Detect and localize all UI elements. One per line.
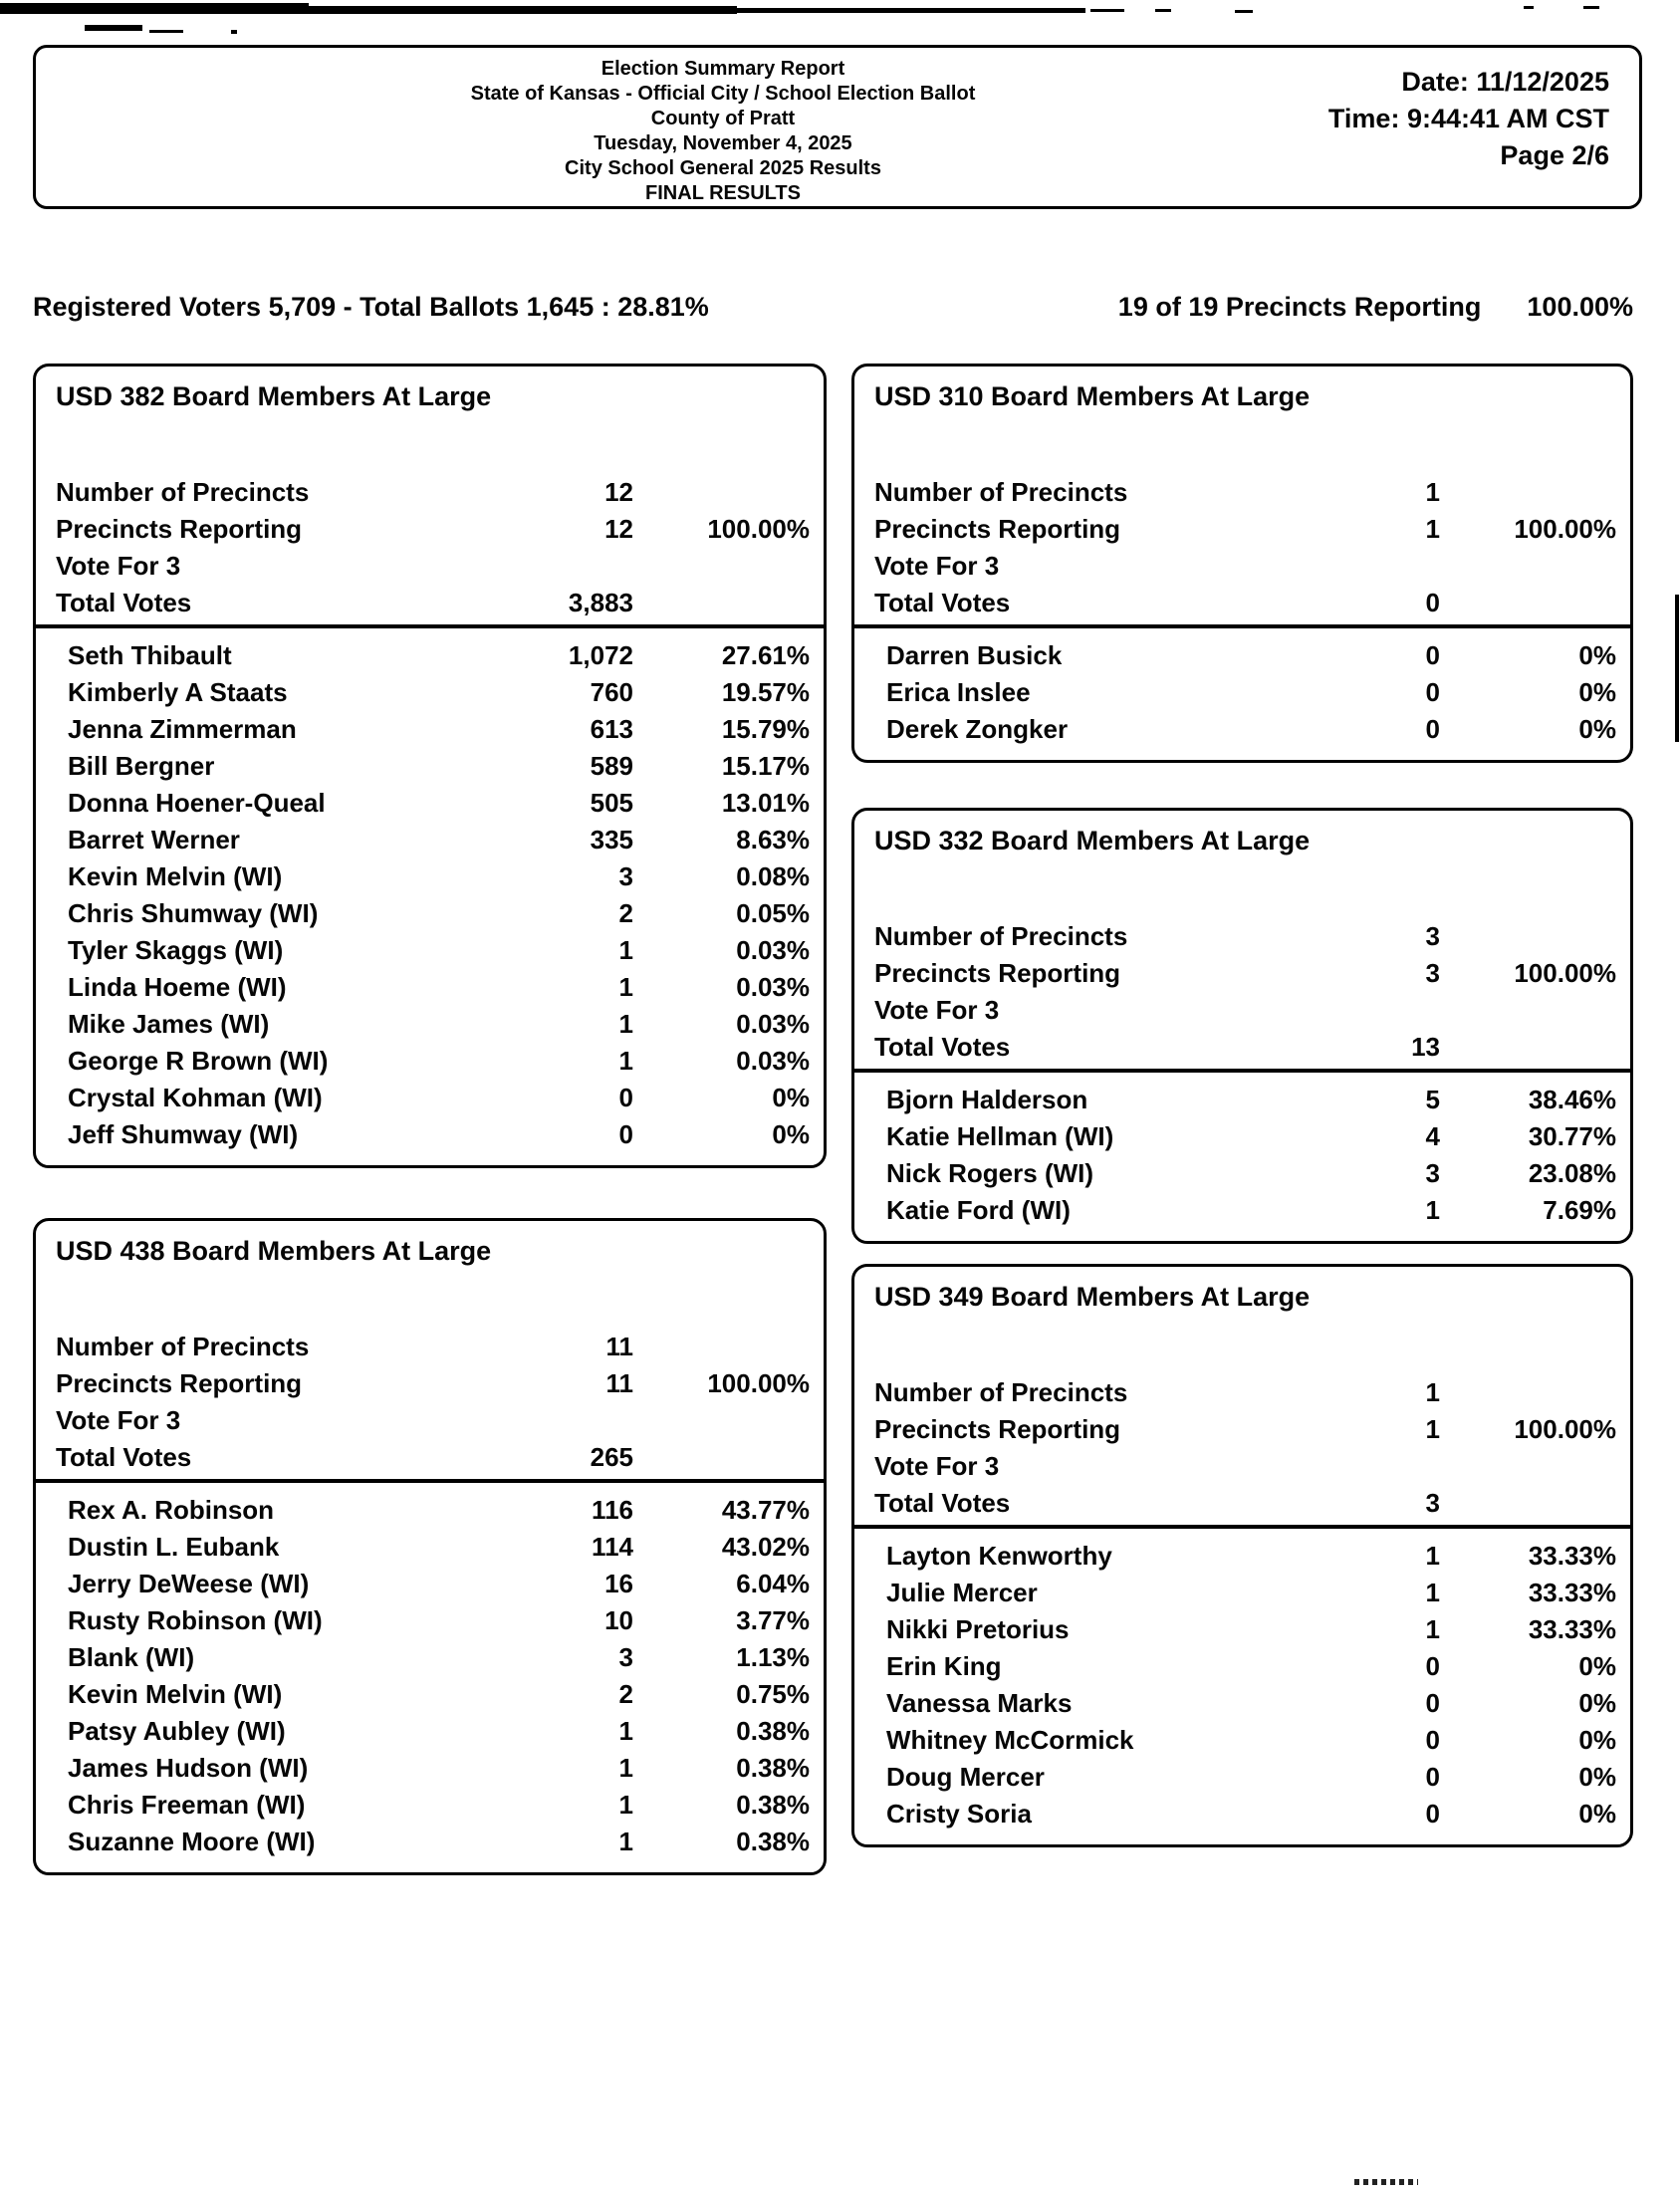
stat-label: Total Votes	[874, 1488, 1011, 1518]
candidate-name: Blank (WI)	[68, 1642, 195, 1672]
candidate-name: Layton Kenworthy	[886, 1541, 1112, 1571]
candidate-percent: 0%	[1578, 677, 1616, 707]
scan-artifact	[1155, 9, 1171, 12]
candidate-row	[874, 1538, 1616, 1575]
candidate-percent: 15.17%	[721, 751, 810, 781]
candidate-row	[874, 1575, 1616, 1611]
candidate-votes: 589	[590, 751, 633, 781]
candidate-row	[56, 932, 810, 969]
candidate-name: James Hudson (WI)	[68, 1753, 309, 1783]
right-column	[851, 364, 1633, 1847]
candidate-votes: 2	[618, 898, 633, 928]
stat-label: Number of Precincts	[874, 1377, 1128, 1407]
candidate-row	[874, 1722, 1616, 1759]
contest-columns	[33, 364, 1633, 1875]
candidate-percent: 1.13%	[736, 1642, 810, 1672]
candidate-name: Crystal Kohman (WI)	[68, 1083, 323, 1112]
stat-number-of-precincts	[56, 1329, 810, 1365]
report-date: Date: 11/12/2025	[1401, 67, 1609, 97]
contest-title: USD 349 Board Members At Large	[874, 1282, 1311, 1312]
candidate-percent: 0%	[1578, 1651, 1616, 1681]
candidate-percent: 0%	[1578, 1725, 1616, 1755]
candidate-row	[874, 1648, 1616, 1685]
stat-label: Number of Precincts	[56, 477, 310, 507]
candidate-row	[56, 1750, 810, 1787]
candidate-row	[874, 1192, 1616, 1229]
stat-value: 1	[1425, 1414, 1440, 1444]
candidate-percent: 0.38%	[736, 1827, 810, 1856]
report-meta-block	[1328, 64, 1609, 174]
candidate-votes: 0	[1425, 1651, 1440, 1681]
scan-artifact	[85, 25, 142, 31]
candidate-votes: 1	[618, 1716, 633, 1746]
stat-vote-for	[874, 548, 1616, 585]
stat-label: Total Votes	[56, 588, 192, 617]
candidate-votes: 16	[604, 1569, 633, 1598]
candidate-votes: 0	[1425, 640, 1440, 670]
stat-percent: 100.00%	[1514, 1414, 1616, 1444]
stat-percent: 100.00%	[707, 1368, 810, 1398]
contest-title: USD 382 Board Members At Large	[56, 381, 492, 411]
candidate-list	[56, 1492, 810, 1860]
candidate-row	[56, 1080, 810, 1116]
candidate-name: Kimberly A Staats	[68, 677, 288, 707]
candidate-name: Dustin L. Eubank	[68, 1532, 280, 1562]
candidate-votes: 3	[618, 1642, 633, 1672]
stat-precincts-reporting	[874, 955, 1616, 992]
candidate-percent: 19.57%	[721, 677, 810, 707]
candidate-row	[56, 858, 810, 895]
candidate-name: Jeff Shumway (WI)	[68, 1119, 299, 1149]
candidate-percent: 6.04%	[736, 1569, 810, 1598]
stat-percent: 100.00%	[1514, 958, 1616, 988]
candidate-list	[874, 1082, 1616, 1229]
stat-precincts-reporting	[56, 511, 810, 548]
candidate-percent: 0.75%	[736, 1679, 810, 1709]
candidate-percent: 0.03%	[736, 1009, 810, 1039]
divider	[36, 1479, 824, 1483]
stat-value: 12	[604, 514, 633, 544]
candidate-percent: 0%	[1578, 1688, 1616, 1718]
candidate-votes: 114	[592, 1532, 633, 1562]
candidate-votes: 0	[618, 1119, 633, 1149]
contest-box-usd-310	[851, 364, 1633, 763]
report-title-line: State of Kansas - Official City / School Election Ballot	[470, 83, 976, 105]
stat-number-of-precincts	[56, 474, 810, 511]
candidate-name: Barret Werner	[68, 825, 240, 854]
divider	[854, 624, 1630, 628]
stat-label: Number of Precincts	[56, 1332, 310, 1361]
candidate-votes: 613	[590, 714, 633, 744]
candidate-name: Chris Freeman (WI)	[68, 1790, 306, 1820]
stat-total-votes	[874, 1029, 1616, 1066]
scan-artifact	[1235, 10, 1253, 13]
candidate-percent: 0.03%	[736, 972, 810, 1002]
candidate-row	[874, 1611, 1616, 1648]
stat-percent: 100.00%	[1514, 514, 1616, 544]
stat-label: Precincts Reporting	[874, 1414, 1121, 1444]
stat-number-of-precincts	[874, 1374, 1616, 1411]
candidate-percent: 13.01%	[721, 788, 810, 818]
candidate-row	[56, 1713, 810, 1750]
candidate-name: Linda Hoeme (WI)	[68, 972, 287, 1002]
candidate-name: Bill Bergner	[68, 751, 215, 781]
report-header-box	[33, 45, 1642, 209]
contest-title: USD 332 Board Members At Large	[874, 826, 1311, 855]
candidate-percent: 0%	[1578, 1799, 1616, 1829]
left-column	[33, 364, 827, 1875]
candidate-row	[56, 1676, 810, 1713]
candidate-row	[874, 711, 1616, 748]
candidate-votes: 0	[1425, 1725, 1440, 1755]
candidate-row	[874, 1796, 1616, 1832]
stat-label: Total Votes	[56, 1442, 192, 1472]
contest-box-usd-332	[851, 808, 1633, 1244]
candidate-row	[56, 1006, 810, 1043]
scan-artifact	[231, 30, 237, 34]
candidate-name: Vanessa Marks	[886, 1688, 1073, 1718]
precincts-reporting-percent: 100.00%	[1527, 292, 1633, 322]
report-title-line: County of Pratt	[650, 108, 796, 129]
stat-precincts-reporting	[874, 1411, 1616, 1448]
report-page-number: Page 2/6	[1500, 140, 1609, 170]
candidate-row	[56, 1824, 810, 1860]
candidate-percent: 0.03%	[736, 1046, 810, 1076]
scan-artifact	[1090, 9, 1124, 12]
stat-label: Total Votes	[874, 588, 1011, 617]
candidate-percent: 38.46%	[1528, 1085, 1616, 1114]
candidate-votes: 3	[618, 861, 633, 891]
candidate-name: Chris Shumway (WI)	[68, 898, 319, 928]
candidate-name: Rex A. Robinson	[68, 1495, 275, 1525]
candidate-percent: 0.05%	[736, 898, 810, 928]
candidate-votes: 1	[618, 1827, 633, 1856]
contest-title: USD 438 Board Members At Large	[56, 1236, 492, 1266]
candidate-name: Nick Rogers (WI)	[886, 1158, 1094, 1188]
candidate-name: Cristy Soria	[886, 1799, 1032, 1829]
candidate-percent: 0%	[1578, 714, 1616, 744]
candidate-votes: 1	[618, 1009, 633, 1039]
candidate-row	[874, 1155, 1616, 1192]
scan-artifact	[1675, 595, 1679, 742]
candidate-row	[56, 1566, 810, 1602]
stat-label: Vote For 3	[56, 1405, 181, 1435]
candidate-votes: 0	[1425, 1762, 1440, 1792]
candidate-votes: 5	[1425, 1085, 1440, 1114]
candidate-votes: 1	[618, 1753, 633, 1783]
candidate-name: Julie Mercer	[886, 1578, 1038, 1607]
stat-label: Vote For 3	[56, 551, 181, 581]
candidate-votes: 1	[1425, 1195, 1440, 1225]
candidate-percent: 27.61%	[721, 640, 810, 670]
candidate-list	[874, 637, 1616, 748]
candidate-votes: 116	[592, 1495, 633, 1525]
candidate-row	[56, 1116, 810, 1153]
candidate-name: Patsy Aubley (WI)	[68, 1716, 286, 1746]
candidate-name: Rusty Robinson (WI)	[68, 1605, 323, 1635]
candidate-row	[56, 1787, 810, 1824]
stat-vote-for	[56, 548, 810, 585]
report-title-line: Election Summary Report	[600, 58, 845, 80]
stat-label: Total Votes	[874, 1032, 1011, 1062]
stat-label: Number of Precincts	[874, 921, 1128, 951]
candidate-name: Jerry DeWeese (WI)	[68, 1569, 310, 1598]
divider	[854, 1069, 1630, 1073]
candidate-row	[56, 711, 810, 748]
candidate-row	[56, 1492, 810, 1529]
candidate-votes: 1	[1425, 1614, 1440, 1644]
stat-number-of-precincts	[874, 474, 1616, 511]
stat-total-votes	[874, 585, 1616, 621]
divider	[854, 1525, 1630, 1529]
candidate-row	[56, 1529, 810, 1566]
scan-artifact	[1354, 2179, 1418, 2185]
candidate-votes: 1	[1425, 1541, 1440, 1571]
candidate-percent: 23.08%	[1528, 1158, 1616, 1188]
candidate-row	[56, 1639, 810, 1676]
candidate-name: Katie Hellman (WI)	[886, 1121, 1114, 1151]
scan-artifact	[1583, 6, 1599, 9]
candidate-percent: 33.33%	[1528, 1614, 1616, 1644]
candidate-row	[56, 895, 810, 932]
scan-artifact	[1524, 6, 1534, 9]
report-title-line: Tuesday, November 4, 2025	[594, 132, 852, 154]
candidate-votes: 760	[590, 677, 633, 707]
stat-vote-for	[874, 1448, 1616, 1485]
stat-percent: 100.00%	[707, 514, 810, 544]
scan-artifact	[149, 30, 183, 33]
candidate-row	[56, 1602, 810, 1639]
candidate-name: Katie Ford (WI)	[886, 1195, 1071, 1225]
candidate-votes: 1	[618, 1790, 633, 1820]
divider	[36, 624, 824, 628]
stat-value: 11	[605, 1368, 633, 1398]
candidate-row	[874, 1118, 1616, 1155]
candidate-percent: 33.33%	[1528, 1578, 1616, 1607]
candidate-votes: 0	[1425, 1688, 1440, 1718]
candidate-votes: 1,072	[568, 640, 633, 670]
report-time: Time: 9:44:41 AM CST	[1327, 104, 1609, 133]
candidate-percent: 0%	[772, 1083, 810, 1112]
candidate-percent: 0%	[1578, 640, 1616, 670]
candidate-name: Tyler Skaggs (WI)	[68, 935, 284, 965]
candidate-row	[56, 822, 810, 858]
stat-label: Precincts Reporting	[56, 514, 303, 544]
candidate-row	[874, 1685, 1616, 1722]
stat-value: 3	[1425, 921, 1440, 951]
candidate-votes: 10	[604, 1605, 633, 1635]
stat-vote-for	[56, 1402, 810, 1439]
candidate-percent: 43.77%	[721, 1495, 810, 1525]
candidate-votes: 2	[618, 1679, 633, 1709]
stat-label: Precincts Reporting	[874, 958, 1121, 988]
candidate-votes: 1	[618, 1046, 633, 1076]
contest-box-usd-349	[851, 1264, 1633, 1847]
candidate-percent: 0.08%	[736, 861, 810, 891]
candidate-row	[56, 674, 810, 711]
candidate-percent: 8.63%	[736, 825, 810, 854]
stat-value: 3	[1425, 1488, 1440, 1518]
candidate-name: George R Brown (WI)	[68, 1046, 329, 1076]
report-title-line: FINAL RESULTS	[645, 182, 801, 204]
stat-value: 265	[590, 1442, 633, 1472]
candidate-name: Kevin Melvin (WI)	[68, 1679, 283, 1709]
scan-artifact	[0, 3, 309, 14]
stat-value: 12	[604, 477, 633, 507]
candidate-percent: 3.77%	[736, 1605, 810, 1635]
stat-value: 0	[1425, 588, 1440, 617]
stat-value: 3	[1425, 958, 1440, 988]
candidate-votes: 4	[1425, 1121, 1440, 1151]
stat-vote-for	[874, 992, 1616, 1029]
candidate-votes: 1	[618, 935, 633, 965]
scan-artifact	[309, 6, 737, 14]
precincts-reporting-summary: 19 of 19 Precincts Reporting	[1117, 292, 1482, 322]
stat-number-of-precincts	[874, 918, 1616, 955]
candidate-percent: 7.69%	[1543, 1195, 1616, 1225]
stat-value: 1	[1425, 477, 1440, 507]
candidate-name: Jenna Zimmerman	[68, 714, 297, 744]
candidate-percent: 0.38%	[736, 1790, 810, 1820]
stat-total-votes	[56, 1439, 810, 1476]
stat-label: Vote For 3	[874, 995, 1000, 1025]
contest-box-usd-382	[33, 364, 827, 1168]
candidate-votes: 1	[1425, 1578, 1440, 1607]
candidate-percent: 0%	[772, 1119, 810, 1149]
candidate-votes: 0	[1425, 677, 1440, 707]
candidate-votes: 0	[618, 1083, 633, 1112]
candidate-name: Bjorn Halderson	[886, 1085, 1088, 1114]
candidate-row	[874, 1759, 1616, 1796]
stat-label: Vote For 3	[874, 1451, 1000, 1481]
candidate-name: Seth Thibault	[68, 640, 232, 670]
stat-value: 1	[1425, 1377, 1440, 1407]
candidate-row	[56, 1043, 810, 1080]
candidate-name: Nikki Pretorius	[886, 1614, 1070, 1644]
registered-voters-summary: Registered Voters 5,709 - Total Ballots 1,645 : 28.81%	[33, 292, 709, 322]
candidate-percent: 0.38%	[736, 1716, 810, 1746]
stat-label: Precincts Reporting	[874, 514, 1121, 544]
scan-artifact	[737, 8, 1085, 13]
candidate-percent: 0.03%	[736, 935, 810, 965]
contest-title: USD 310 Board Members At Large	[874, 381, 1311, 411]
stat-value: 3,883	[568, 588, 633, 617]
candidate-row	[874, 1082, 1616, 1118]
stat-label: Number of Precincts	[874, 477, 1128, 507]
candidate-row	[56, 969, 810, 1006]
candidate-name: Darren Busick	[886, 640, 1063, 670]
candidate-name: Donna Hoener-Queal	[68, 788, 326, 818]
candidate-percent: 0.38%	[736, 1753, 810, 1783]
candidate-row	[874, 637, 1616, 674]
candidate-name: Erin King	[886, 1651, 1002, 1681]
candidate-row	[874, 674, 1616, 711]
stat-value: 1	[1425, 514, 1440, 544]
candidate-percent: 43.02%	[721, 1532, 810, 1562]
candidate-percent: 30.77%	[1528, 1121, 1616, 1151]
candidate-votes: 0	[1425, 714, 1440, 744]
stat-total-votes	[874, 1485, 1616, 1522]
candidate-votes: 3	[1425, 1158, 1440, 1188]
stat-precincts-reporting	[874, 511, 1616, 548]
candidate-name: Whitney McCormick	[886, 1725, 1134, 1755]
candidate-list	[874, 1538, 1616, 1832]
candidate-votes: 505	[590, 788, 633, 818]
stat-precincts-reporting	[56, 1365, 810, 1402]
candidate-list	[56, 637, 810, 1153]
candidate-row	[56, 748, 810, 785]
contest-box-usd-438	[33, 1218, 827, 1875]
stat-label: Vote For 3	[874, 551, 1000, 581]
stat-total-votes	[56, 585, 810, 621]
candidate-percent: 0%	[1578, 1762, 1616, 1792]
candidate-percent: 15.79%	[721, 714, 810, 744]
candidate-name: Doug Mercer	[886, 1762, 1045, 1792]
stat-label: Precincts Reporting	[56, 1368, 303, 1398]
candidate-votes: 0	[1425, 1799, 1440, 1829]
candidate-row	[56, 637, 810, 674]
report-title-block	[265, 57, 1181, 206]
ballot-summary-row	[33, 292, 1633, 323]
candidate-name: Kevin Melvin (WI)	[68, 861, 283, 891]
candidate-name: Derek Zongker	[886, 714, 1069, 744]
candidate-name: Mike James (WI)	[68, 1009, 270, 1039]
stat-value: 13	[1411, 1032, 1440, 1062]
candidate-name: Erica Inslee	[886, 677, 1031, 707]
candidate-row	[56, 785, 810, 822]
report-title-line: City School General 2025 Results	[565, 157, 881, 179]
candidate-votes: 1	[618, 972, 633, 1002]
candidate-votes: 335	[590, 825, 633, 854]
candidate-name: Suzanne Moore (WI)	[68, 1827, 316, 1856]
candidate-percent: 33.33%	[1528, 1541, 1616, 1571]
stat-value: 11	[605, 1332, 633, 1361]
